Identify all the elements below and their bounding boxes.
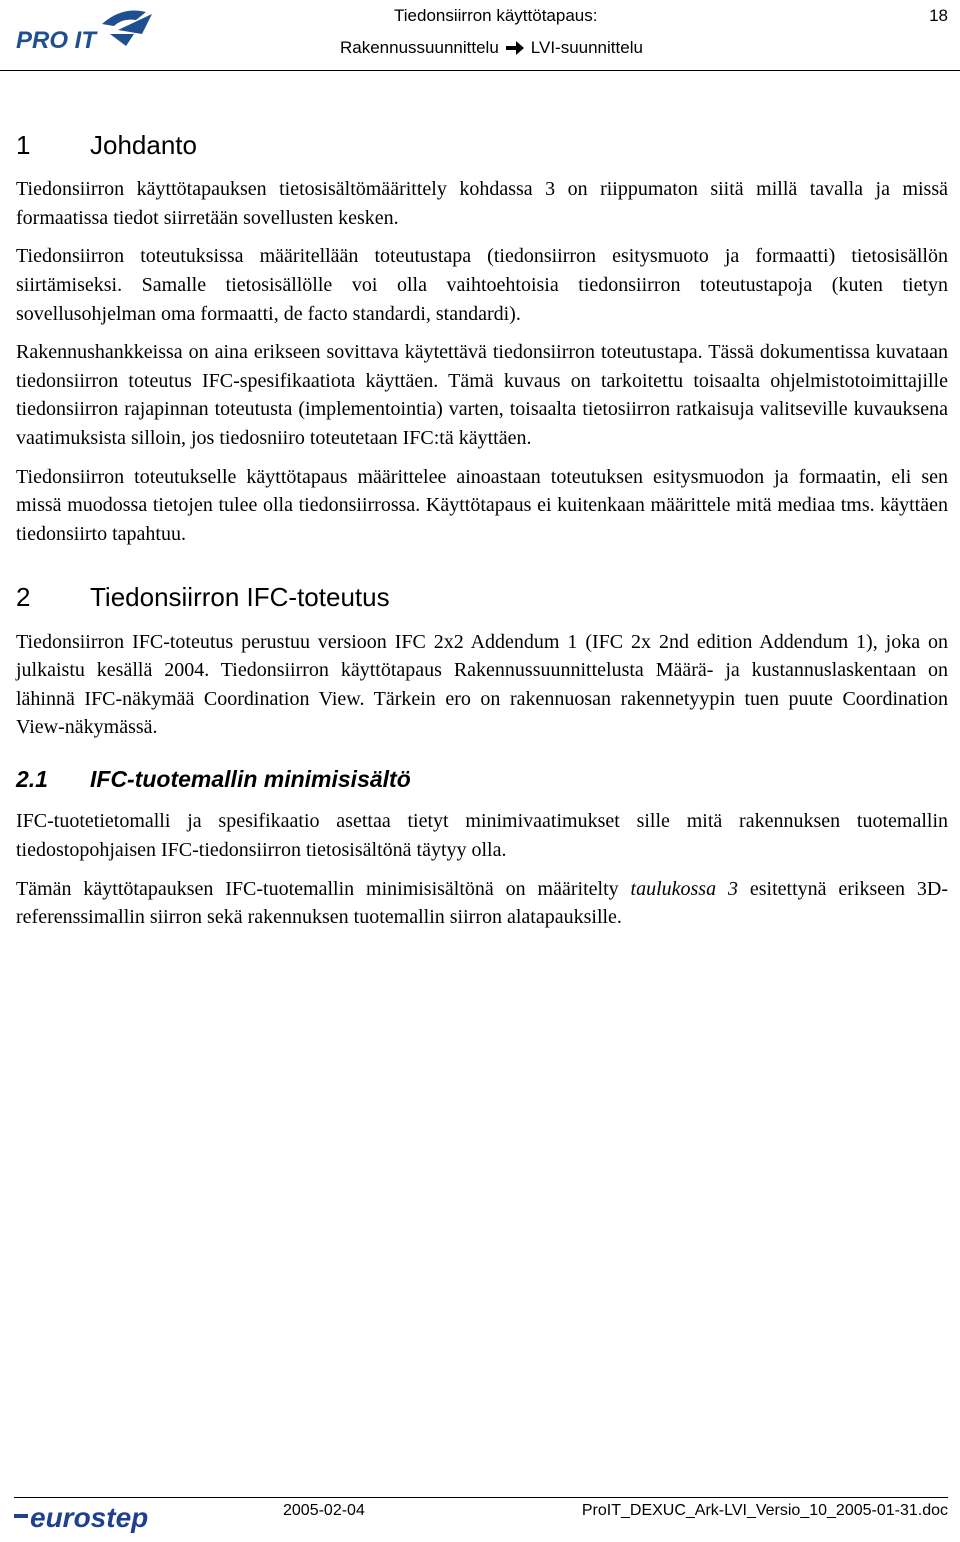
page-header [0,0,960,72]
header-title: Tiedonsiirron käyttötapaus: [394,6,598,25]
proit-logo [14,4,154,52]
footer-divider [14,1497,948,1498]
section-2-heading [16,582,948,613]
header-breadcrumb [340,38,643,58]
text-run: esitettynä erikseen 3D-referenssimallin siirron sekä rakennuksen tuotemallin siirron alatapauksille. [16,877,949,929]
section-1-heading [16,130,948,161]
footer-filename: ProIT_DEXUC_Ark-LVI_Versio_10_2005-01-31.doc [581,1502,948,1519]
eurostep-logo [14,1500,174,1536]
eurostep-logo-text: eurostep [30,1502,149,1533]
paragraph [16,875,948,932]
section-2-1-heading [16,766,948,794]
section-number: 2 [16,582,31,613]
proit-logo-text: PRO IT [16,27,97,52]
paragraph: Tiedonsiirron toteutukselle käyttötapaus määrittelee ainoastaan toteutuksen esitysmuodon ja formaatin, eli sen missä muodossa tietojen tulee olla tiedonsiirrossa. Käyttötapaus ei kuitenkaan määrittele mitä mediaa tms. käyttäen tiedonsiirto tapahtuu. [16,465,948,545]
breadcrumb-to: LVI-suunnittelu [530,38,643,57]
paragraph: Rakennushankkeissa on aina erikseen sovittava käytettävä tiedonsiirron toteutustapa. Tässä dokumentissa kuvataan tiedonsiirron toteutus IFC-spesifikaatiota käyttäen. Tämä kuvaus on tarkoitettu toisaalta ohjelmistotoimittajille tiedonsiirron rajapinnan toteutusta (implementointia) varten, toisaalta tietosiirron ratkaisuja valitseville kuvauksena vaatimuksista silloin, jos tiedosniiro toteutetaan IFC:tä käyttäen. [16,341,948,449]
table-reference: taulukossa 3 [630,877,738,900]
paragraph: Tiedonsiirron IFC-toteutus perustuu versioon IFC 2x2 Addendum 1 (IFC 2x 2nd edition Addendum 1), joka on julkaistu kesällä 2004. Tiedonsiirron käyttötapaus Rakennussuunnittelusta Määrä- ja kustannuslaskentaan on lähinnä IFC-näkymää Coordination View. Tärkein ero on rakennuosan rakennetyypin tuen puute Coordination View-näkymässä. [16,630,948,739]
page-number: 18 [929,6,948,25]
header-divider [0,70,960,71]
arrow-right-icon [505,40,525,56]
section-title: Tiedonsiirron IFC-toteutus [90,582,390,613]
document-body [16,130,948,942]
section-number: 2.1 [16,765,48,792]
footer-date: 2005-02-04 [283,1502,365,1519]
section-title: IFC-tuotemallin minimisisältö [90,765,411,792]
section-title: Johdanto [90,130,197,160]
text-run: Tämän käyttötapauksen IFC-tuotemallin minimisisältönä on määritelty [16,877,631,900]
section-number: 1 [16,130,31,160]
paragraph: IFC-tuotetietomalli ja spesifikaatio asettaa tietyt minimivaatimukset sille mitä rakennuksen tuotemallin tiedostopohjaisen IFC-tiedonsiirron tietosisältönä täytyy olla. [16,810,948,862]
breadcrumb-from: Rakennussuunnittelu [340,38,499,57]
paragraph: Tiedonsiirron toteutuksissa määritellään toteutustapa (tiedonsiirron esitysmuoto ja formaatti) tietosisällön siirtämiseksi. Samalle tietosisällölle voi olla vaihtoehtoisia tiedonsiirron toteutustapoja (kuten tietyn sovellusohjelman oma formaatti, de facto standardi, standardi). [16,245,948,325]
paragraph: Tiedonsiirron käyttötapauksen tietosisältömäärittely kohdassa 3 on riippumaton siitä millä tavalla ja missä formaatissa tiedot siirretään sovellusten kesken. [16,178,948,229]
